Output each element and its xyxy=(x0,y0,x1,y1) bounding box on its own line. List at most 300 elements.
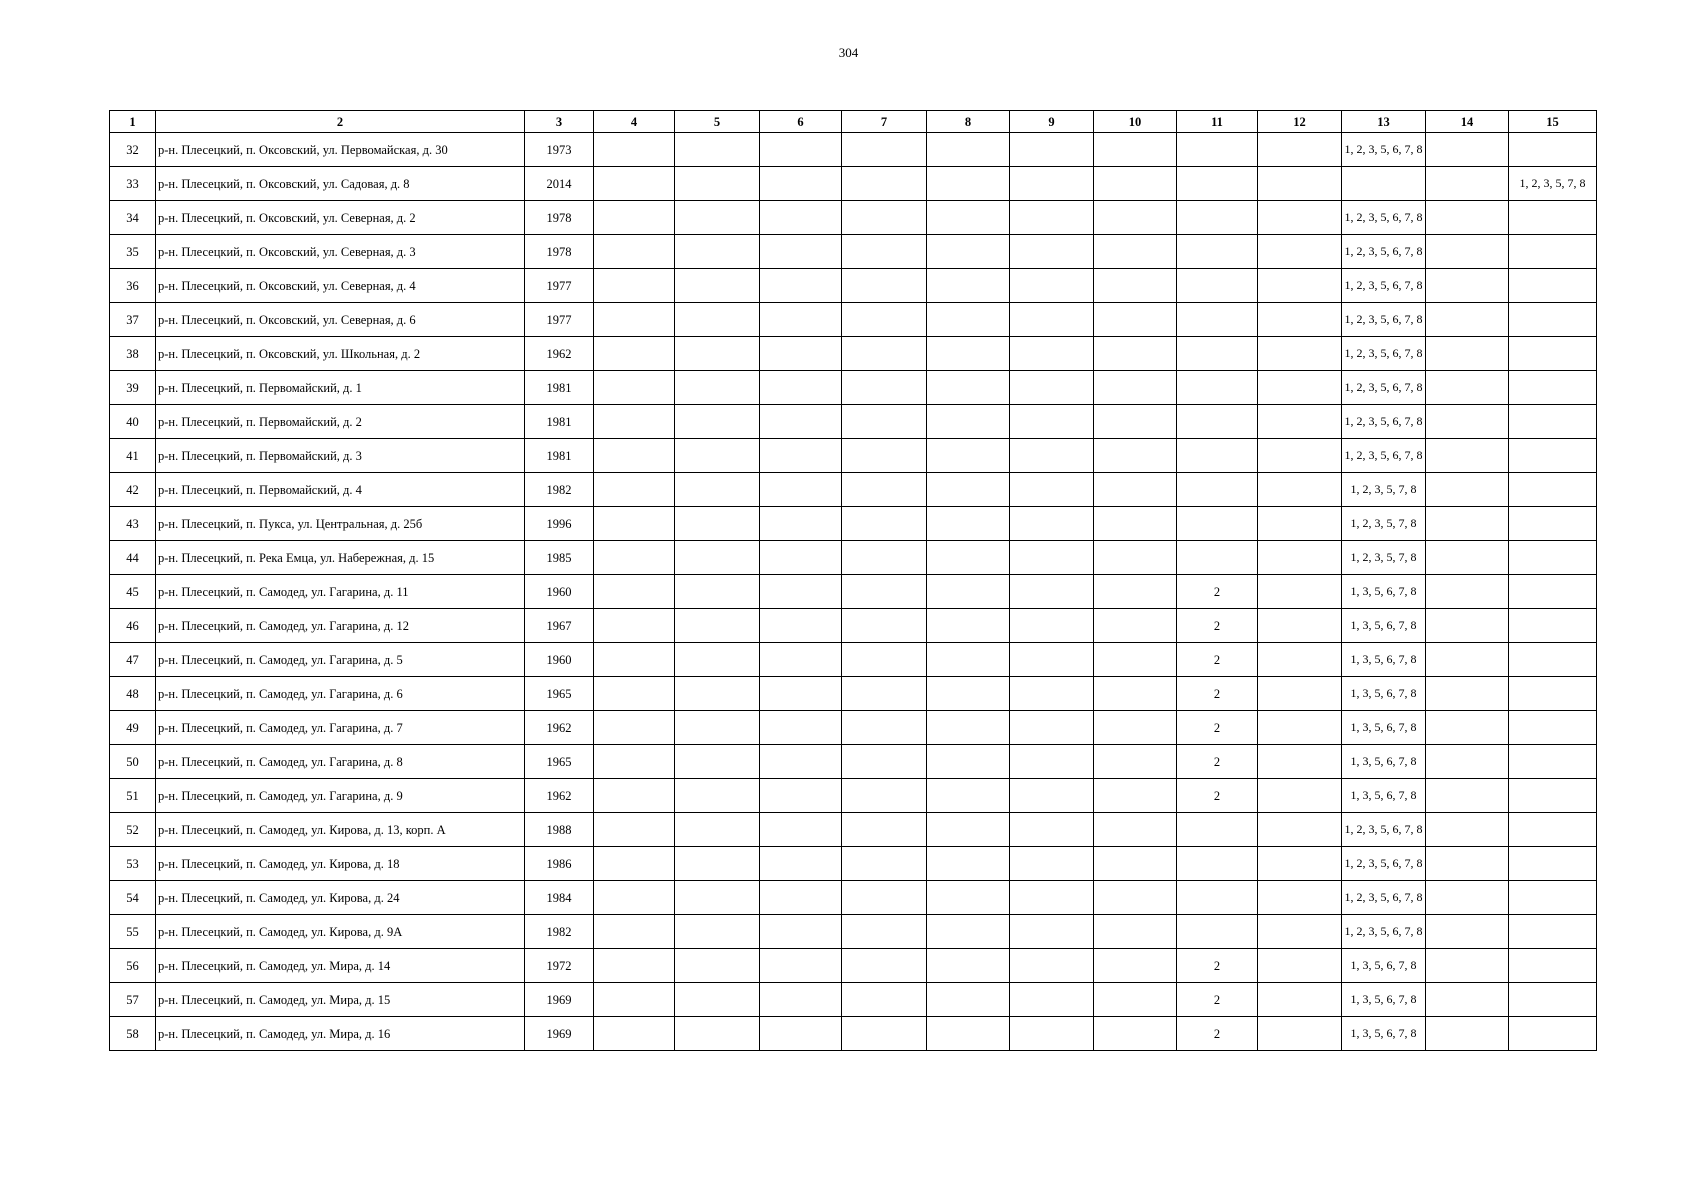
cell-col-12 xyxy=(1258,269,1342,303)
cell-col-6 xyxy=(760,983,842,1017)
table-row xyxy=(110,269,1597,303)
table-row xyxy=(110,167,1597,201)
cell-col-6 xyxy=(760,915,842,949)
col-11-cell xyxy=(1177,847,1258,881)
cell-col-12 xyxy=(1258,235,1342,269)
cell-col-10 xyxy=(1094,881,1177,915)
cell-col-8 xyxy=(927,405,1010,439)
table-row xyxy=(110,711,1597,745)
year-cell: 1969 xyxy=(525,1017,594,1051)
cell-col-10 xyxy=(1094,813,1177,847)
cell-col-4 xyxy=(594,983,675,1017)
col-13-cell: 1, 2, 3, 5, 6, 7, 8 xyxy=(1342,303,1426,337)
cell-col-14 xyxy=(1426,609,1509,643)
cell-col-5 xyxy=(675,711,760,745)
cell-col-12 xyxy=(1258,779,1342,813)
cell-col-6 xyxy=(760,575,842,609)
column-header-5: 5 xyxy=(675,111,760,133)
table-row xyxy=(110,541,1597,575)
cell-col-10 xyxy=(1094,949,1177,983)
cell-col-8 xyxy=(927,133,1010,167)
table-row xyxy=(110,983,1597,1017)
cell-col-12 xyxy=(1258,881,1342,915)
col-13-cell: 1, 3, 5, 6, 7, 8 xyxy=(1342,609,1426,643)
cell-col-12 xyxy=(1258,1017,1342,1051)
row-number-cell: 43 xyxy=(110,507,156,541)
col-11-cell: 2 xyxy=(1177,575,1258,609)
cell-col-7 xyxy=(842,405,927,439)
col-11-cell xyxy=(1177,133,1258,167)
cell-col-4 xyxy=(594,405,675,439)
row-number-cell: 36 xyxy=(110,269,156,303)
cell-col-8 xyxy=(927,643,1010,677)
address-cell: р-н. Плесецкий, п. Пукса, ул. Центральная, д. 25б xyxy=(156,507,525,541)
cell-col-14 xyxy=(1426,269,1509,303)
col-13-cell: 1, 2, 3, 5, 6, 7, 8 xyxy=(1342,133,1426,167)
cell-col-14 xyxy=(1426,949,1509,983)
row-number-cell: 51 xyxy=(110,779,156,813)
row-number-cell: 58 xyxy=(110,1017,156,1051)
cell-col-9 xyxy=(1010,915,1094,949)
address-cell: р-н. Плесецкий, п. Самодед, ул. Кирова, д. 24 xyxy=(156,881,525,915)
cell-col-7 xyxy=(842,983,927,1017)
cell-col-4 xyxy=(594,677,675,711)
cell-col-9 xyxy=(1010,439,1094,473)
col-15-cell xyxy=(1509,813,1597,847)
table-row xyxy=(110,337,1597,371)
address-cell: р-н. Плесецкий, п. Оксовский, ул. Северная, д. 2 xyxy=(156,201,525,235)
cell-col-5 xyxy=(675,303,760,337)
col-15-cell xyxy=(1509,337,1597,371)
cell-col-5 xyxy=(675,575,760,609)
cell-col-10 xyxy=(1094,507,1177,541)
cell-col-6 xyxy=(760,541,842,575)
cell-col-9 xyxy=(1010,847,1094,881)
row-number-cell: 42 xyxy=(110,473,156,507)
cell-col-14 xyxy=(1426,167,1509,201)
cell-col-5 xyxy=(675,609,760,643)
col-13-cell: 1, 2, 3, 5, 6, 7, 8 xyxy=(1342,439,1426,473)
cell-col-14 xyxy=(1426,813,1509,847)
cell-col-7 xyxy=(842,337,927,371)
cell-col-8 xyxy=(927,745,1010,779)
cell-col-14 xyxy=(1426,575,1509,609)
col-13-cell: 1, 3, 5, 6, 7, 8 xyxy=(1342,949,1426,983)
cell-col-5 xyxy=(675,167,760,201)
cell-col-5 xyxy=(675,983,760,1017)
address-cell: р-н. Плесецкий, п. Самодед, ул. Гагарина, д. 9 xyxy=(156,779,525,813)
year-cell: 1981 xyxy=(525,371,594,405)
address-cell: р-н. Плесецкий, п. Первомайский, д. 3 xyxy=(156,439,525,473)
address-cell: р-н. Плесецкий, п. Река Емца, ул. Набережная, д. 15 xyxy=(156,541,525,575)
col-15-cell xyxy=(1509,643,1597,677)
cell-col-14 xyxy=(1426,133,1509,167)
cell-col-5 xyxy=(675,269,760,303)
cell-col-9 xyxy=(1010,745,1094,779)
col-11-cell xyxy=(1177,439,1258,473)
year-cell: 2014 xyxy=(525,167,594,201)
cell-col-6 xyxy=(760,881,842,915)
col-15-cell xyxy=(1509,575,1597,609)
year-cell: 1996 xyxy=(525,507,594,541)
cell-col-10 xyxy=(1094,847,1177,881)
cell-col-8 xyxy=(927,847,1010,881)
cell-col-6 xyxy=(760,1017,842,1051)
cell-col-9 xyxy=(1010,337,1094,371)
column-header-15: 15 xyxy=(1509,111,1597,133)
table-row xyxy=(110,1017,1597,1051)
cell-col-8 xyxy=(927,881,1010,915)
cell-col-9 xyxy=(1010,575,1094,609)
cell-col-8 xyxy=(927,983,1010,1017)
col-11-cell: 2 xyxy=(1177,677,1258,711)
cell-col-9 xyxy=(1010,643,1094,677)
cell-col-12 xyxy=(1258,983,1342,1017)
col-11-cell xyxy=(1177,235,1258,269)
cell-col-6 xyxy=(760,609,842,643)
col-13-cell: 1, 3, 5, 6, 7, 8 xyxy=(1342,779,1426,813)
cell-col-7 xyxy=(842,1017,927,1051)
cell-col-8 xyxy=(927,677,1010,711)
cell-col-4 xyxy=(594,711,675,745)
cell-col-10 xyxy=(1094,541,1177,575)
cell-col-12 xyxy=(1258,167,1342,201)
cell-col-12 xyxy=(1258,609,1342,643)
cell-col-8 xyxy=(927,201,1010,235)
cell-col-8 xyxy=(927,779,1010,813)
cell-col-7 xyxy=(842,541,927,575)
cell-col-4 xyxy=(594,575,675,609)
cell-col-8 xyxy=(927,269,1010,303)
col-15-cell xyxy=(1509,473,1597,507)
cell-col-5 xyxy=(675,405,760,439)
cell-col-4 xyxy=(594,847,675,881)
cell-col-9 xyxy=(1010,779,1094,813)
cell-col-4 xyxy=(594,473,675,507)
row-number-cell: 45 xyxy=(110,575,156,609)
col-15-cell xyxy=(1509,1017,1597,1051)
year-cell: 1978 xyxy=(525,235,594,269)
row-number-cell: 32 xyxy=(110,133,156,167)
cell-col-9 xyxy=(1010,507,1094,541)
cell-col-14 xyxy=(1426,337,1509,371)
col-15-cell xyxy=(1509,949,1597,983)
cell-col-14 xyxy=(1426,847,1509,881)
column-header-8: 8 xyxy=(927,111,1010,133)
cell-col-8 xyxy=(927,303,1010,337)
table-row xyxy=(110,881,1597,915)
cell-col-10 xyxy=(1094,745,1177,779)
col-13-cell: 1, 2, 3, 5, 7, 8 xyxy=(1342,473,1426,507)
column-header-11: 11 xyxy=(1177,111,1258,133)
year-cell: 1962 xyxy=(525,711,594,745)
table-row xyxy=(110,371,1597,405)
year-cell: 1965 xyxy=(525,677,594,711)
cell-col-10 xyxy=(1094,337,1177,371)
cell-col-5 xyxy=(675,915,760,949)
cell-col-10 xyxy=(1094,405,1177,439)
cell-col-6 xyxy=(760,473,842,507)
cell-col-4 xyxy=(594,949,675,983)
cell-col-5 xyxy=(675,813,760,847)
column-header-10: 10 xyxy=(1094,111,1177,133)
column-header-3: 3 xyxy=(525,111,594,133)
table-row xyxy=(110,745,1597,779)
col-11-cell: 2 xyxy=(1177,711,1258,745)
address-cell: р-н. Плесецкий, п. Самодед, ул. Гагарина, д. 5 xyxy=(156,643,525,677)
cell-col-10 xyxy=(1094,269,1177,303)
row-number-cell: 37 xyxy=(110,303,156,337)
cell-col-6 xyxy=(760,507,842,541)
table-row xyxy=(110,847,1597,881)
col-13-cell: 1, 2, 3, 5, 7, 8 xyxy=(1342,541,1426,575)
column-header-6: 6 xyxy=(760,111,842,133)
address-cell: р-н. Плесецкий, п. Оксовский, ул. Северная, д. 4 xyxy=(156,269,525,303)
cell-col-4 xyxy=(594,779,675,813)
cell-col-4 xyxy=(594,439,675,473)
cell-col-7 xyxy=(842,439,927,473)
cell-col-12 xyxy=(1258,371,1342,405)
cell-col-9 xyxy=(1010,371,1094,405)
cell-col-4 xyxy=(594,133,675,167)
cell-col-12 xyxy=(1258,201,1342,235)
year-cell: 1972 xyxy=(525,949,594,983)
cell-col-12 xyxy=(1258,677,1342,711)
table-row xyxy=(110,405,1597,439)
table-row xyxy=(110,439,1597,473)
cell-col-10 xyxy=(1094,133,1177,167)
year-cell: 1986 xyxy=(525,847,594,881)
cell-col-9 xyxy=(1010,269,1094,303)
cell-col-5 xyxy=(675,949,760,983)
address-cell: р-н. Плесецкий, п. Оксовский, ул. Северная, д. 3 xyxy=(156,235,525,269)
col-11-cell: 2 xyxy=(1177,779,1258,813)
col-11-cell xyxy=(1177,201,1258,235)
table-row xyxy=(110,507,1597,541)
cell-col-7 xyxy=(842,167,927,201)
year-cell: 1978 xyxy=(525,201,594,235)
column-header-14: 14 xyxy=(1426,111,1509,133)
cell-col-10 xyxy=(1094,201,1177,235)
col-13-cell: 1, 2, 3, 5, 6, 7, 8 xyxy=(1342,405,1426,439)
year-cell: 1969 xyxy=(525,983,594,1017)
col-11-cell xyxy=(1177,269,1258,303)
cell-col-7 xyxy=(842,507,927,541)
cell-col-10 xyxy=(1094,915,1177,949)
cell-col-9 xyxy=(1010,949,1094,983)
cell-col-4 xyxy=(594,915,675,949)
col-15-cell xyxy=(1509,847,1597,881)
year-cell: 1960 xyxy=(525,643,594,677)
col-13-cell: 1, 2, 3, 5, 6, 7, 8 xyxy=(1342,371,1426,405)
cell-col-12 xyxy=(1258,133,1342,167)
cell-col-12 xyxy=(1258,303,1342,337)
cell-col-6 xyxy=(760,677,842,711)
table-row xyxy=(110,677,1597,711)
address-cell: р-н. Плесецкий, п. Первомайский, д. 1 xyxy=(156,371,525,405)
cell-col-12 xyxy=(1258,575,1342,609)
cell-col-9 xyxy=(1010,609,1094,643)
row-number-cell: 38 xyxy=(110,337,156,371)
cell-col-12 xyxy=(1258,439,1342,473)
cell-col-7 xyxy=(842,371,927,405)
cell-col-7 xyxy=(842,677,927,711)
col-13-cell: 1, 2, 3, 5, 6, 7, 8 xyxy=(1342,847,1426,881)
cell-col-8 xyxy=(927,575,1010,609)
column-header-9: 9 xyxy=(1010,111,1094,133)
cell-col-5 xyxy=(675,235,760,269)
cell-col-5 xyxy=(675,439,760,473)
row-number-cell: 46 xyxy=(110,609,156,643)
row-number-cell: 48 xyxy=(110,677,156,711)
cell-col-5 xyxy=(675,337,760,371)
row-number-cell: 34 xyxy=(110,201,156,235)
cell-col-7 xyxy=(842,915,927,949)
table-row xyxy=(110,473,1597,507)
cell-col-9 xyxy=(1010,541,1094,575)
col-13-cell: 1, 3, 5, 6, 7, 8 xyxy=(1342,711,1426,745)
address-cell: р-н. Плесецкий, п. Самодед, ул. Кирова, д. 13, корп. А xyxy=(156,813,525,847)
address-cell: р-н. Плесецкий, п. Оксовский, ул. Школьная, д. 2 xyxy=(156,337,525,371)
cell-col-9 xyxy=(1010,711,1094,745)
cell-col-9 xyxy=(1010,473,1094,507)
table-row xyxy=(110,915,1597,949)
cell-col-6 xyxy=(760,745,842,779)
col-13-cell: 1, 2, 3, 5, 6, 7, 8 xyxy=(1342,813,1426,847)
col-15-cell xyxy=(1509,371,1597,405)
col-11-cell xyxy=(1177,507,1258,541)
year-cell: 1973 xyxy=(525,133,594,167)
cell-col-10 xyxy=(1094,609,1177,643)
col-15-cell: 1, 2, 3, 5, 7, 8 xyxy=(1509,167,1597,201)
row-number-cell: 35 xyxy=(110,235,156,269)
cell-col-10 xyxy=(1094,235,1177,269)
cell-col-12 xyxy=(1258,541,1342,575)
cell-col-8 xyxy=(927,235,1010,269)
cell-col-8 xyxy=(927,507,1010,541)
col-13-cell: 1, 3, 5, 6, 7, 8 xyxy=(1342,1017,1426,1051)
cell-col-5 xyxy=(675,371,760,405)
row-number-cell: 39 xyxy=(110,371,156,405)
cell-col-6 xyxy=(760,405,842,439)
cell-col-4 xyxy=(594,371,675,405)
cell-col-4 xyxy=(594,609,675,643)
cell-col-10 xyxy=(1094,1017,1177,1051)
row-number-cell: 54 xyxy=(110,881,156,915)
table-row xyxy=(110,235,1597,269)
cell-col-14 xyxy=(1426,881,1509,915)
col-11-cell xyxy=(1177,813,1258,847)
col-13-cell: 1, 2, 3, 5, 6, 7, 8 xyxy=(1342,915,1426,949)
row-number-cell: 49 xyxy=(110,711,156,745)
cell-col-14 xyxy=(1426,201,1509,235)
cell-col-14 xyxy=(1426,677,1509,711)
col-13-cell: 1, 2, 3, 5, 6, 7, 8 xyxy=(1342,269,1426,303)
column-header-4: 4 xyxy=(594,111,675,133)
cell-col-6 xyxy=(760,235,842,269)
cell-col-7 xyxy=(842,609,927,643)
cell-col-10 xyxy=(1094,439,1177,473)
col-13-cell: 1, 3, 5, 6, 7, 8 xyxy=(1342,745,1426,779)
cell-col-4 xyxy=(594,745,675,779)
cell-col-7 xyxy=(842,813,927,847)
cell-col-12 xyxy=(1258,473,1342,507)
cell-col-8 xyxy=(927,337,1010,371)
cell-col-12 xyxy=(1258,507,1342,541)
row-number-cell: 55 xyxy=(110,915,156,949)
cell-col-12 xyxy=(1258,745,1342,779)
cell-col-6 xyxy=(760,269,842,303)
cell-col-10 xyxy=(1094,983,1177,1017)
cell-col-5 xyxy=(675,541,760,575)
address-cell: р-н. Плесецкий, п. Самодед, ул. Гагарина, д. 7 xyxy=(156,711,525,745)
col-11-cell xyxy=(1177,337,1258,371)
year-cell: 1982 xyxy=(525,473,594,507)
cell-col-14 xyxy=(1426,439,1509,473)
col-15-cell xyxy=(1509,507,1597,541)
cell-col-8 xyxy=(927,439,1010,473)
cell-col-10 xyxy=(1094,643,1177,677)
cell-col-8 xyxy=(927,473,1010,507)
col-11-cell xyxy=(1177,371,1258,405)
cell-col-4 xyxy=(594,507,675,541)
year-cell: 1984 xyxy=(525,881,594,915)
address-cell: р-н. Плесецкий, п. Первомайский, д. 4 xyxy=(156,473,525,507)
col-15-cell xyxy=(1509,235,1597,269)
cell-col-6 xyxy=(760,779,842,813)
col-11-cell xyxy=(1177,303,1258,337)
col-11-cell xyxy=(1177,541,1258,575)
cell-col-7 xyxy=(842,949,927,983)
cell-col-8 xyxy=(927,813,1010,847)
table-row xyxy=(110,949,1597,983)
cell-col-7 xyxy=(842,745,927,779)
cell-col-5 xyxy=(675,1017,760,1051)
row-number-cell: 47 xyxy=(110,643,156,677)
address-cell: р-н. Плесецкий, п. Оксовский, ул. Садовая, д. 8 xyxy=(156,167,525,201)
cell-col-4 xyxy=(594,881,675,915)
cell-col-12 xyxy=(1258,915,1342,949)
col-11-cell xyxy=(1177,167,1258,201)
col-11-cell xyxy=(1177,881,1258,915)
table-row xyxy=(110,609,1597,643)
cell-col-8 xyxy=(927,711,1010,745)
table-header xyxy=(110,111,1597,133)
cell-col-4 xyxy=(594,303,675,337)
col-15-cell xyxy=(1509,711,1597,745)
cell-col-9 xyxy=(1010,303,1094,337)
table-row xyxy=(110,779,1597,813)
table-body xyxy=(110,133,1597,1051)
col-11-cell xyxy=(1177,405,1258,439)
col-11-cell: 2 xyxy=(1177,949,1258,983)
cell-col-12 xyxy=(1258,405,1342,439)
cell-col-9 xyxy=(1010,677,1094,711)
cell-col-6 xyxy=(760,371,842,405)
year-cell: 1988 xyxy=(525,813,594,847)
cell-col-7 xyxy=(842,711,927,745)
cell-col-10 xyxy=(1094,575,1177,609)
cell-col-4 xyxy=(594,813,675,847)
address-cell: р-н. Плесецкий, п. Самодед, ул. Мира, д. 16 xyxy=(156,1017,525,1051)
cell-col-8 xyxy=(927,949,1010,983)
col-15-cell xyxy=(1509,881,1597,915)
cell-col-9 xyxy=(1010,1017,1094,1051)
col-15-cell xyxy=(1509,303,1597,337)
cell-col-7 xyxy=(842,473,927,507)
col-11-cell: 2 xyxy=(1177,1017,1258,1051)
cell-col-10 xyxy=(1094,473,1177,507)
